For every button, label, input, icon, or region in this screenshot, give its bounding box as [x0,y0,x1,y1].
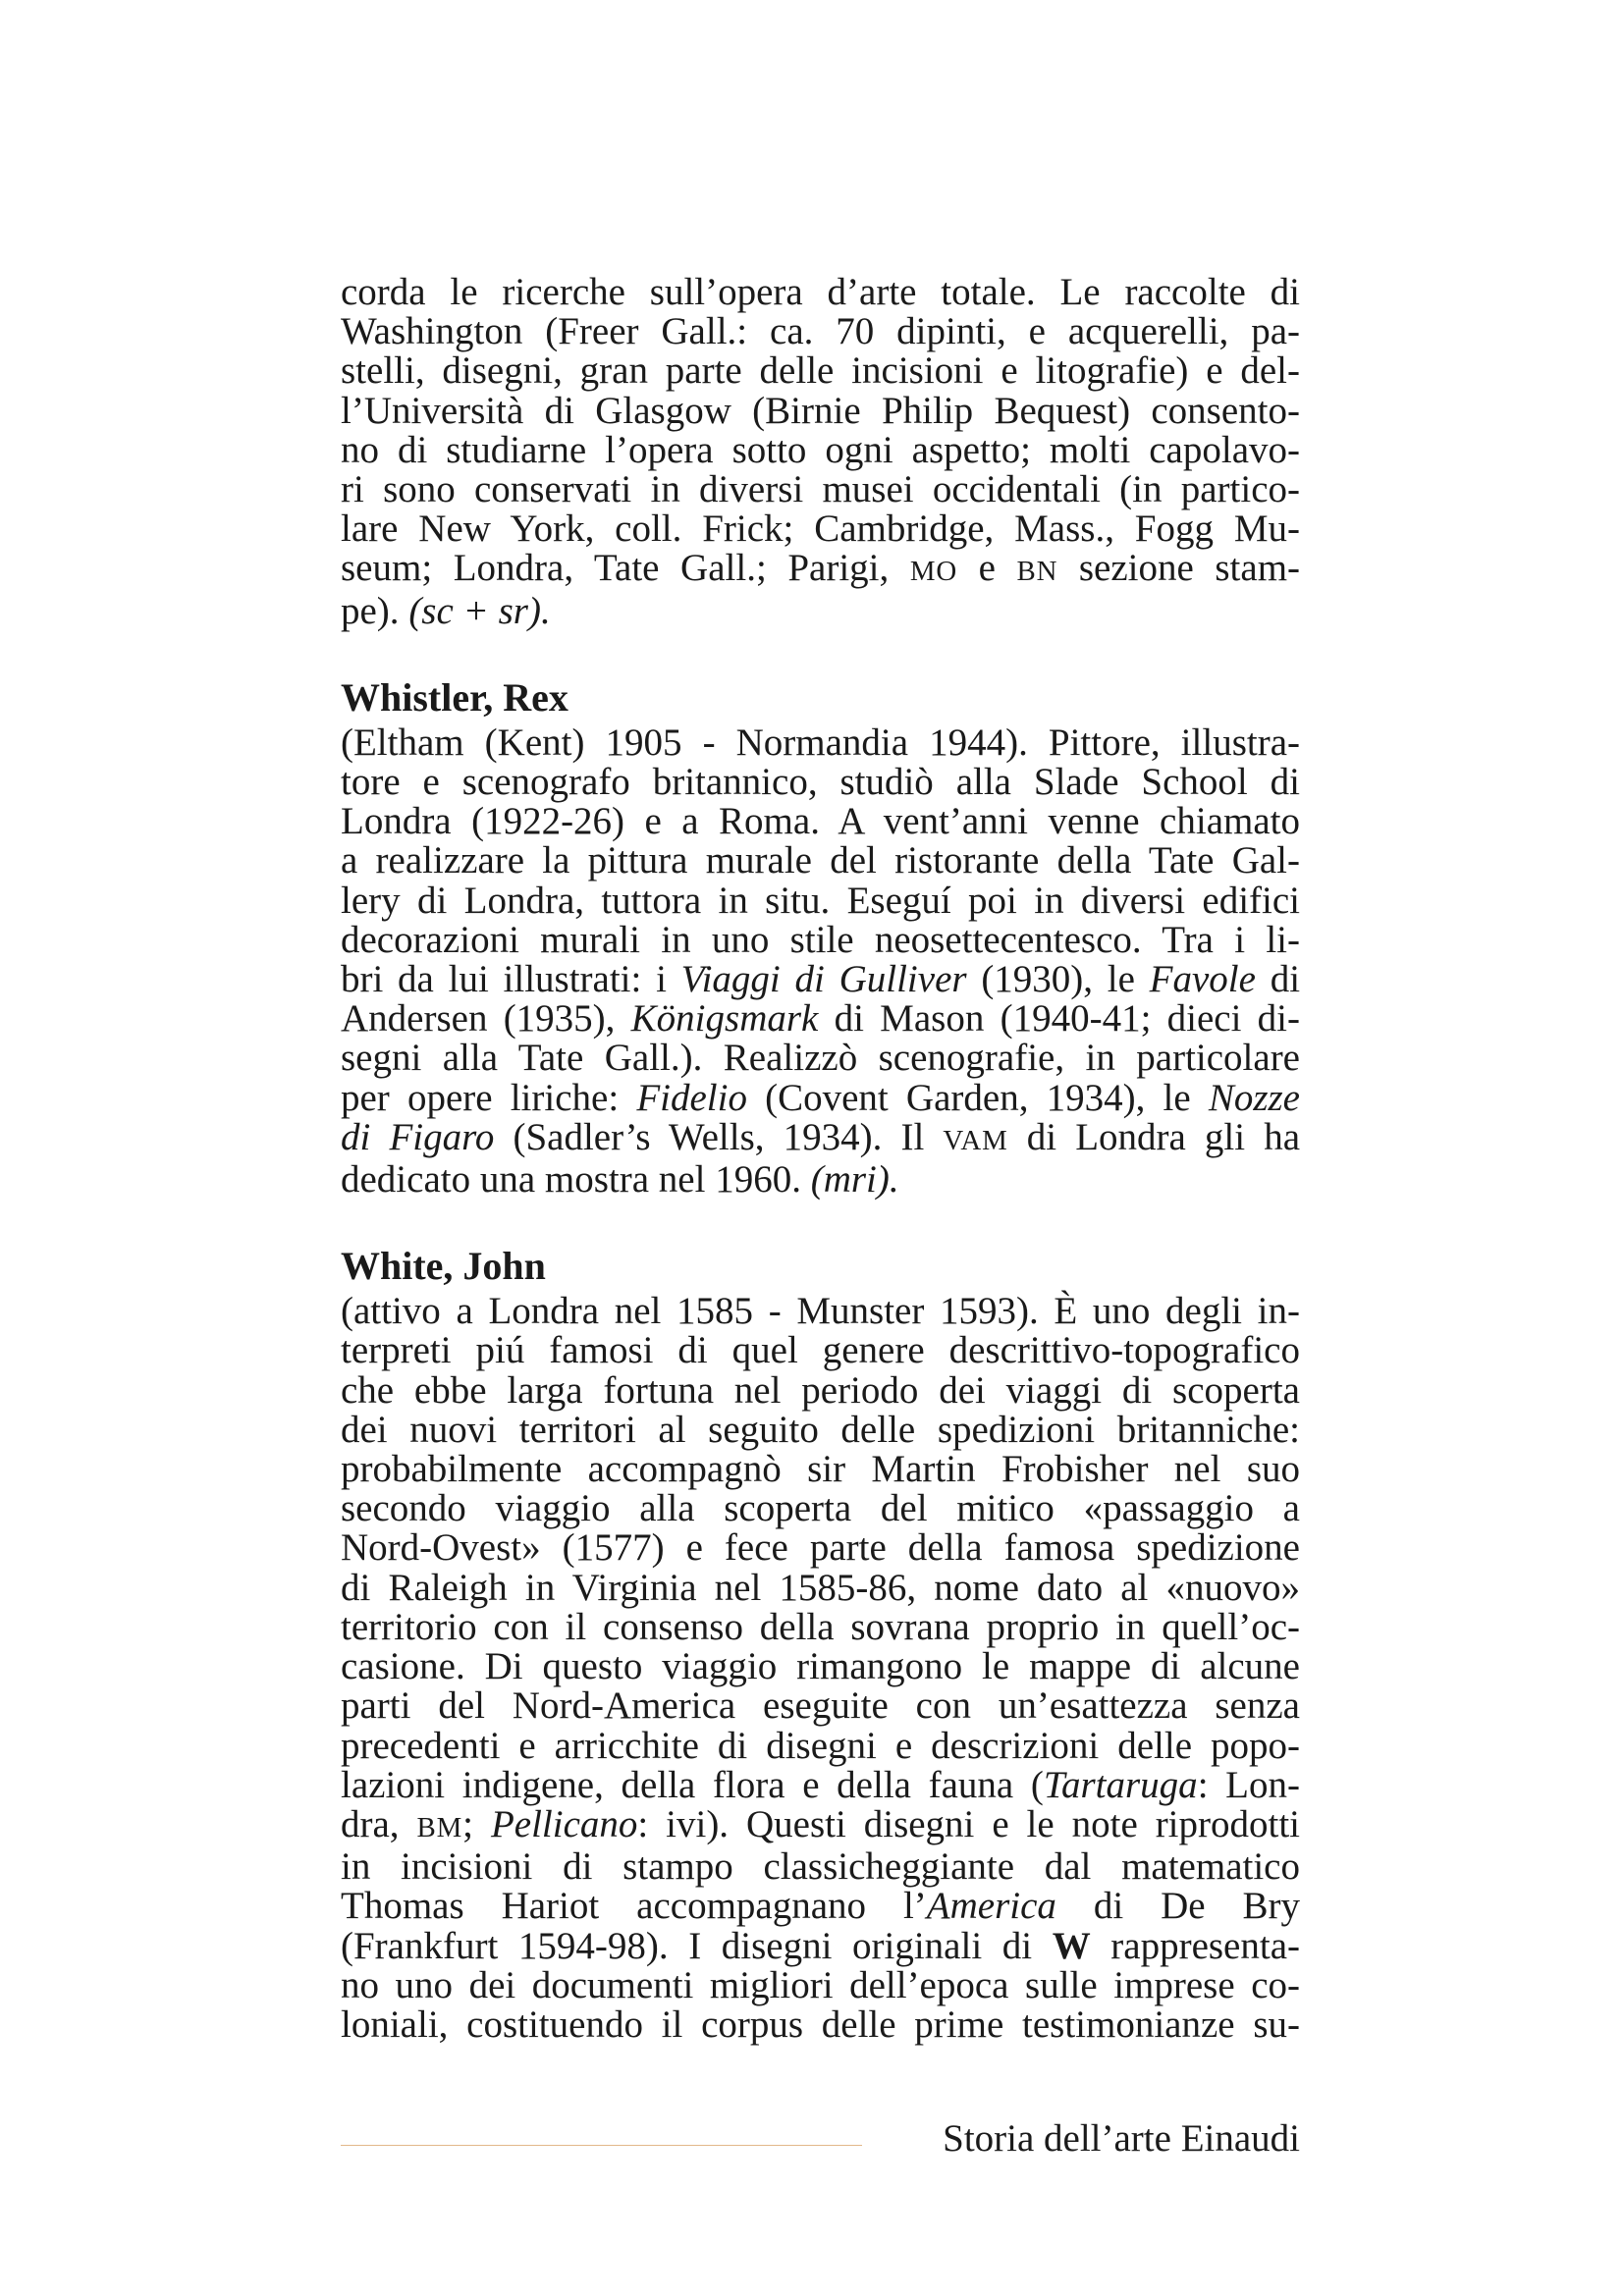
text-line [341,1115,1301,1160]
work-title: Favole [1149,958,1256,1001]
text-fragment: dra, [341,1802,400,1845]
text-fragment: per opere liriche: [341,1076,620,1119]
text-line: lery di Londra, tuttora in situ. Eseguí poi in diversi edifici [341,879,1300,922]
text-line: secondo viaggio alla scoperta del mitico «passaggio a [341,1487,1300,1530]
page-content [341,273,1300,2045]
text-fragment: e [978,547,996,590]
text-fragment: : ivi). Questi disegni e le note riprodotti [637,1802,1301,1845]
text-line: probabilmente accompagnò sir Martin Frobisher nel suo [341,1448,1300,1491]
text-line [341,1802,1301,1847]
text-line: tore e scenografo britannico, studiò alla Slade School di [341,761,1300,804]
text-fragment: ; [462,1802,473,1845]
text-fragment: seum; Londra, Tate Gall.; Parigi, [341,547,890,590]
work-title: Viaggi di Gulliver [680,958,967,1001]
text-fragment: dedicato una mostra nel 1960. [341,1158,801,1201]
text-fragment: (1930), le [981,958,1135,1001]
text-line [341,1160,1300,1200]
text-fragment: di Mason (1940-41; dieci di- [834,997,1300,1041]
entry-body-whistler [341,723,1300,1200]
footer-title: Storia dell’arte Einaudi [943,2117,1300,2160]
abbreviation-mo: MO [909,556,958,588]
text-line: (attivo a Londra nel 1585 - Munster 1593). È uno degli in- [341,1290,1300,1333]
text-fragment: pe). [341,589,400,632]
text-fragment: di Londra gli ha [1026,1115,1301,1158]
work-title: Tartaruga [1043,1763,1198,1806]
text-line: no di studiarne l’opera sotto ogni aspetto; molti capolavo- [341,428,1300,471]
text-line: (Eltham (Kent) 1905 - Normandia 1944). Pittore, illustra- [341,721,1300,764]
work-title: Fidelio [636,1076,747,1119]
text-line [341,999,1300,1039]
text-line: stelli, disegni, gran parte delle incisioni e litografie) e del- [341,349,1300,393]
text-line: lare New York, coll. Frick; Cambridge, Mass., Fogg Mu- [341,507,1300,551]
text-fragment: lazioni indigene, della flora e della fauna ( [341,1763,1044,1806]
text-line: dei nuovi territori al seguito delle spedizioni britanniche: [341,1408,1300,1451]
text-fragment: (Sadler’s Wells, 1934). Il [513,1115,925,1158]
subject-initial: W [1052,1924,1091,1967]
text-line: precedenti e arricchite di disegni e descrizioni delle popo- [341,1724,1300,1767]
text-line: terpreti piú famosi di quel genere descrittivo-topografico [341,1329,1300,1372]
text-fragment: rappresenta- [1110,1924,1300,1967]
text-line: Londra (1922-26) e a Roma. A vent’anni venne chiamato [341,800,1300,843]
text-line [341,1763,1300,1806]
entry-heading-whistler: Whistler, Rex [341,674,568,720]
text-fragment: sezione stam- [1078,547,1301,590]
text-line: Nord-Ovest» (1577) e fece parte della famosa spedizione [341,1526,1300,1570]
text-fragment: (Covent Garden, 1934), le [765,1076,1191,1119]
text-fragment: : Lon- [1197,1763,1300,1806]
work-title: America [926,1885,1056,1928]
text-line: in incisioni di stampo classicheggiante dal matematico [341,1845,1300,1889]
author-signature: (mri). [810,1158,899,1201]
text-line: Washington (Freer Gall.: ca. 70 dipinti, e acquerelli, pa- [341,310,1300,353]
text-line [341,1887,1300,1926]
work-title: Königsmark [630,997,819,1041]
author-signature: (sc + sr). [408,589,551,632]
text-line: decorazioni murali in uno stile neosettecentesco. Tra i li- [341,918,1300,961]
text-line: a realizzare la pittura murale del ristorante della Tate Gal- [341,839,1300,882]
text-line: segni alla Tate Gall.). Realizzò scenografie, in particolare [341,1037,1300,1080]
text-line: che ebbe larga fortuna nel periodo dei viaggi di scoperta [341,1368,1300,1412]
text-line: l’Università di Glasgow (Birnie Philip Bequest) consento- [341,389,1300,432]
text-fragment: di [1270,958,1301,1001]
text-line: loniali, costituendo il corpus delle prime testimonianze su- [341,2002,1300,2046]
text-line: no uno dei documenti migliori dell’epoca sulle imprese co- [341,1963,1300,2006]
text-line: casione. Di questo viaggio rimangono le mappe di alcune [341,1645,1300,1688]
entry-body-white [341,1292,1300,2045]
text-line: ri sono conservati in diversi musei occidentali (in partico- [341,468,1300,511]
page-footer [341,2114,1300,2163]
text-line: parti del Nord-America eseguite con un’esattezza senza [341,1684,1300,1728]
text-line: di Raleigh in Virginia nel 1585-86, nome dato al «nuovo» [341,1566,1300,1609]
text-line [341,549,1300,591]
text-fragment: di De Bry [1093,1885,1301,1928]
text-fragment: Andersen (1935), [341,997,616,1041]
text-line: territorio con il consenso della sovrana proprio in quell’oc- [341,1605,1300,1648]
work-title: di Figaro [341,1115,495,1158]
text-line [341,1924,1300,1967]
footer-rule [341,2145,862,2146]
text-line: corda le ricerche sull’opera d’arte totale. Le raccolte di [341,271,1300,313]
text-fragment: Thomas Hariot accompagnano l’ [341,1885,927,1928]
text-fragment: (Frankfurt 1594-98). I disegni originali di [341,1924,1033,1967]
entry-heading-white: White, John [341,1244,546,1289]
work-title: Pellicano [490,1802,638,1845]
text-fragment: bri da lui illustrati: i [341,958,667,1001]
text-line [341,960,1300,999]
abbreviation-vam: VAM [943,1124,1008,1156]
text-line [341,1076,1300,1119]
abbreviation-bn: BN [1016,556,1058,588]
text-line [341,589,1300,632]
intro-paragraph [341,273,1300,631]
abbreviation-bm: BM [416,1811,463,1843]
work-title: Nozze [1208,1076,1300,1119]
